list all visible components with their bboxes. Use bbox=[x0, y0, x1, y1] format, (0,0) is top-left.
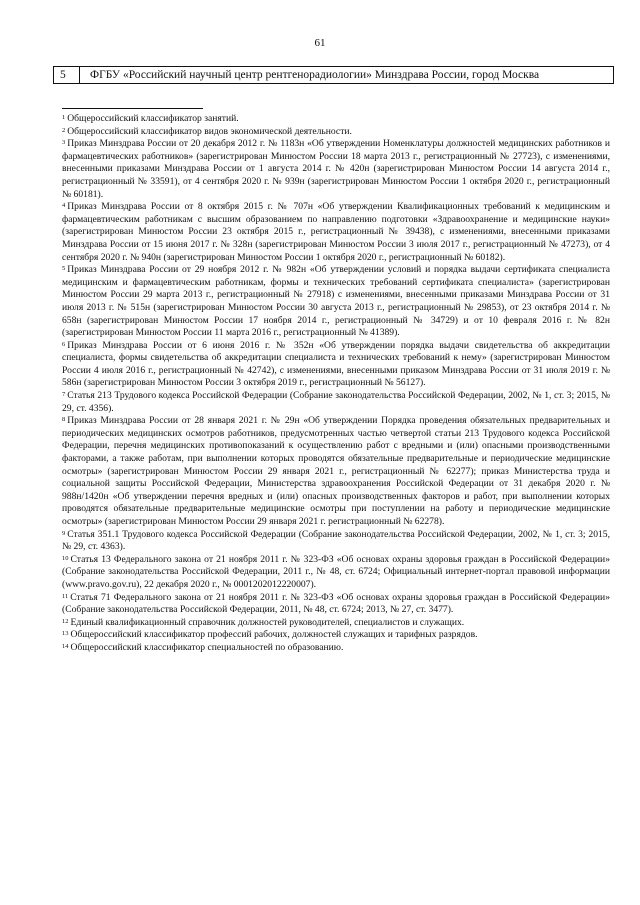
footnote bbox=[62, 113, 610, 126]
footnote bbox=[62, 138, 610, 201]
footnote-mark: 6 bbox=[62, 340, 66, 348]
footnote-text: Приказ Минздрава России от 8 октября 2015 г. № 707н «Об утверждении Квалификационных требований к медицинским и фармацевтическим работникам с высшим образованием по направлению подготовки «Здравоохранение и медицинские науки» (зарегистрирован Минюстом России 23 октября 2015 г., регистрационный № 39438), с изменениями, внесенными приказами Минздрава России от 15 июня 2017 г. № 328н (зарегистрирован Минюстом России 3 июля 2017 г., регистрационный № 47273), от 4 сентября 2020 г. № 940н (зарегистрирован Минюстом России 1 октября 2020 г., регистрационный № 60182). bbox=[62, 201, 610, 263]
footnote-text: Приказ Минздрава России от 6 июня 2016 г. № 352н «Об утверждении порядка выдачи свидетельства об аккредитации специалиста, формы свидетельства об аккредитации специалиста и технических требований к нему» (зарегистрирован Минюстом России 4 июля 2016 г., регистрационный № 42742), с изменениями, внесенными приказом Минздрава России от 31 июля 2019 г. № 586н (зарегистрирован Минюстом России 3 октября 2019 г., регистрационный № 56127). bbox=[62, 339, 610, 389]
footnote bbox=[62, 554, 610, 592]
footnote-text: Общероссийский классификатор профессий рабочих, должностей служащих и тарифных разрядов. bbox=[70, 629, 478, 641]
footnote-text: Приказ Минздрава России от 28 января 2021 г. № 29н «Об утверждении Порядка проведения обязательных предварительных и периодических медицинских осмотров работников, предусмотренных частью четвертой статьи 213 Трудового кодекса Российской Федерации, перечня медицинских противопоказаний к осуществлению работ с вредными и (или) опасными производственными факторами, а также работам, при выполнении которых проводятся обязательные предварительные и периодические медицинские осмотры» (зарегистрирован Минюстом России 29 января 2021 г., регистрационный № 62277); приказ Министерства труда и социальной защиты Российской Федерации, Министерства здравоохранения Российской Федерации от 31 декабря 2020 г. № 988н/1420н «Об утверждении перечня вредных и (или) опасных производственных факторов и работ, при выполнении которых проводятся обязательные предварительные медицинские осмотры при поступлении на работу и периодические медицинские осмотры» (зарегистрирован Минюстом России 29 января 2021 г. регистрационный № 62278). bbox=[62, 415, 610, 527]
footnote-text: Общероссийский классификатор специальностей по образованию. bbox=[70, 641, 344, 653]
footnote-text: Приказ Минздрава России от 29 ноября 2012 г. № 982н «Об утверждении условий и порядка выдачи сертификата специалиста медицинским и фармацевтическим работникам, формы и технических требований сертификата специалиста» (зарегистрирован Минюстом России 29 марта 2013 г., регистрационный № 27918) с изменениями, внесенными приказами Минздрава России от 31 июля 2013 г. № 515н (зарегистрирован Минюстом России 30 августа 2013 г., регистрационный № 29853), от 23 октября 2014 г. № 658н (зарегистрирован Минюстом России 17 ноября 2014 г., регистрационный № 34729) и от 10 февраля 2016 г. № 82н (зарегистрирован Минюстом России 11 марта 2016 г., регистрационный № 41389). bbox=[62, 264, 610, 339]
footnote bbox=[62, 415, 610, 528]
footnote-text: Общероссийский классификатор видов экономической деятельности. bbox=[67, 125, 352, 137]
footnote-mark: 13 bbox=[62, 630, 69, 638]
footnote-mark: 8 bbox=[62, 416, 66, 424]
footnote-text: Единый квалификационный справочник должностей руководителей, специалистов и служащих. bbox=[70, 616, 465, 628]
organization-name: ФГБУ «Российский научный центр рентгенорадиологии» Минздрава России, город Москва bbox=[90, 69, 540, 81]
footnote-mark: 2 bbox=[62, 126, 66, 134]
footnote-text: Общероссийский классификатор занятий. bbox=[67, 113, 239, 124]
page-number: 61 bbox=[314, 37, 326, 49]
footnote-mark: 1 bbox=[62, 114, 66, 121]
footnote-mark: 7 bbox=[62, 391, 66, 399]
footnote-mark: 11 bbox=[62, 592, 69, 600]
footnote-divider bbox=[62, 108, 203, 109]
footnote-mark: 4 bbox=[62, 202, 66, 210]
footnote bbox=[62, 264, 610, 340]
footnote bbox=[62, 126, 610, 139]
footnote-text: Статья 71 Федерального закона от 21 ноября 2011 г. № 323-ФЗ «Об основах охраны здоровья граждан в Российской Федерации» (Собрание законодательства Российской Федерации, 2011, № 48, ст. 6724; 2013, № 27, ст. 3477). bbox=[62, 591, 610, 616]
footnote bbox=[62, 529, 610, 554]
footnote bbox=[62, 642, 610, 655]
footnote-mark: 3 bbox=[62, 139, 66, 147]
table-row bbox=[53, 66, 614, 84]
footnotes-list bbox=[62, 113, 610, 655]
footnote-mark: 10 bbox=[62, 554, 69, 562]
footnote-mark: 5 bbox=[62, 265, 66, 273]
footnote-text: Статья 213 Трудового кодекса Российской Федерации (Собрание законодательства Российской Федерации, 2002, № 1, ст. 3; 2015, № 29, ст. 4356). bbox=[62, 390, 610, 414]
row-number: 5 bbox=[54, 67, 80, 83]
footnote bbox=[62, 617, 610, 630]
footnote-mark: 12 bbox=[62, 617, 69, 625]
footnote-mark: 14 bbox=[62, 642, 69, 650]
footnote bbox=[62, 592, 610, 617]
footnote bbox=[62, 629, 610, 642]
footnote bbox=[62, 201, 610, 264]
footnote-mark: 9 bbox=[62, 529, 66, 537]
footnote bbox=[62, 390, 610, 415]
footnote-text: Статья 13 Федерального закона от 21 ноября 2011 г. № 323-ФЗ «Об основах охраны здоровья граждан в Российской Федерации» (Собрание законодательства Российской Федерации, 2011 г., № 48, ст. 6724; Официальный интернет-портал правовой информации (www.pravo.gov.ru), 22 декабря 2020 г., № 0001202012220007). bbox=[62, 553, 610, 590]
footnote bbox=[62, 340, 610, 390]
footnote-text: Приказ Минздрава России от 20 декабря 2012 г. № 1183н «Об утверждении Номенклатуры должностей медицинских работников и фармацевтических работников» (зарегистрирован Минюстом России 18 марта 2013 г., регистрационный № 27723), с изменениями, внесенными приказами Минздрава России от 1 августа 2014 г. № 420н (зарегистрирован Минюстом России 14 августа 2014 г., регистрационный № 33591), от 4 сентября 2020 г. № 939н (зарегистрирован Минюстом России 1 октября 2020 г., регистрационный № 60181). bbox=[62, 138, 610, 200]
footnote-text: Статья 351.1 Трудового кодекса Российской Федерации (Собрание законодательства Российской Федерации, 2002, № 1, ст. 3; 2015, № 29, ст. 4363). bbox=[62, 528, 610, 553]
